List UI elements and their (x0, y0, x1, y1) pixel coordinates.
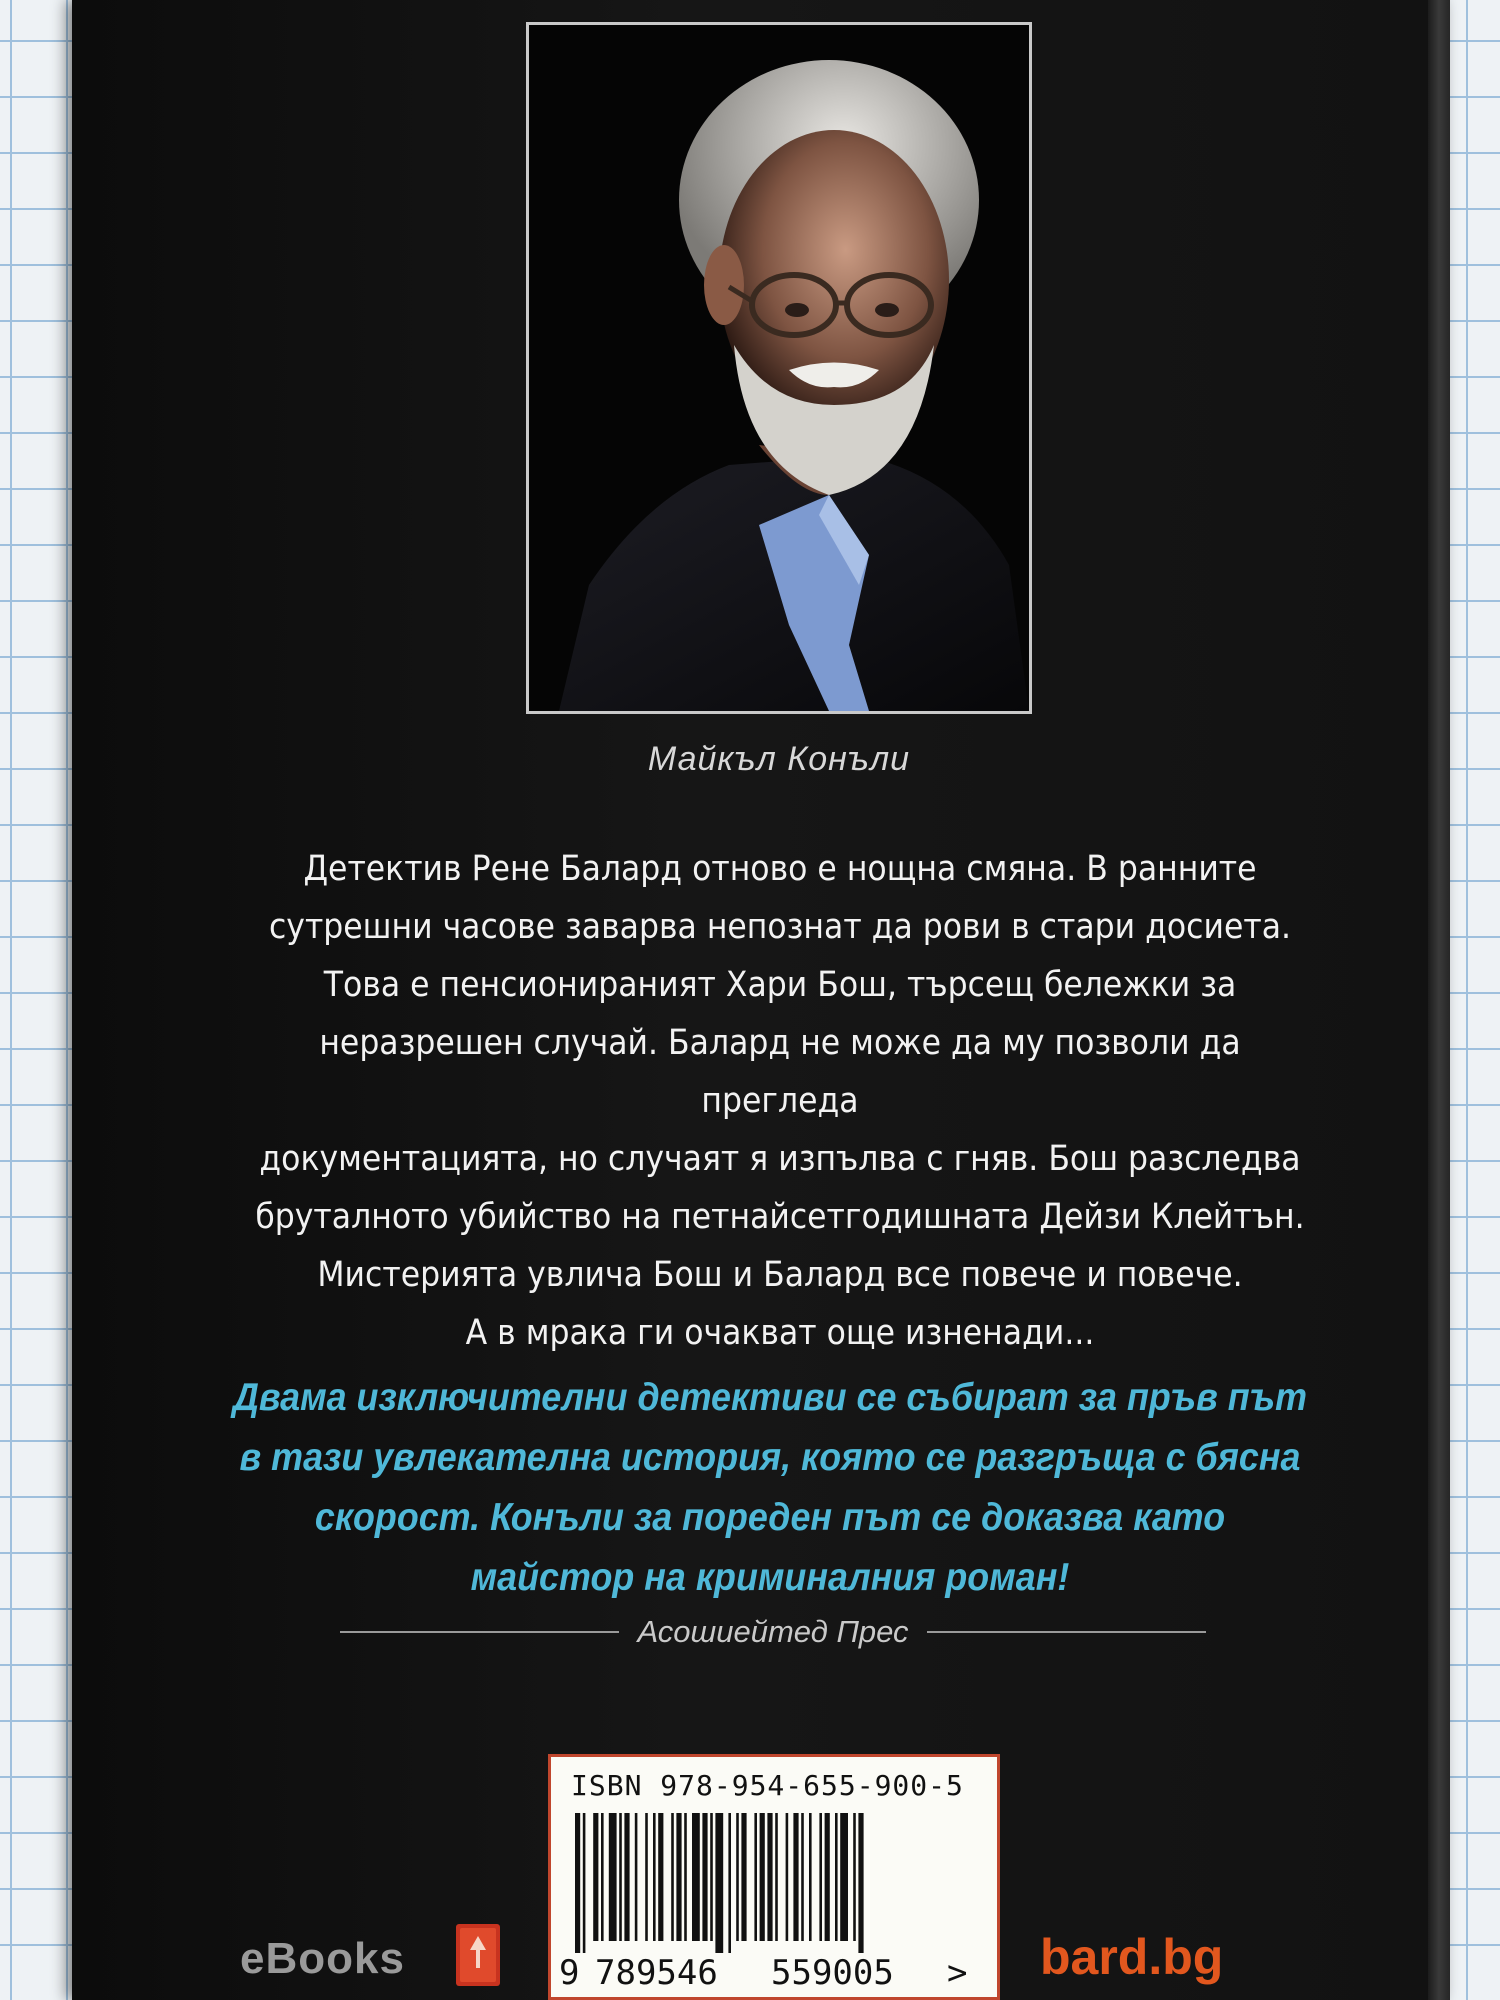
blurb-line: бруталното убийство на петнайсетгодишната Дейзи Клейтън. (255, 1197, 1305, 1237)
divider (340, 1631, 619, 1633)
barcode-bar (793, 1813, 798, 1941)
barcode-bar (575, 1813, 580, 1953)
barcode-bar (760, 1813, 765, 1941)
barcode-bar (710, 1813, 713, 1941)
divider (927, 1631, 1206, 1633)
barcode-bar (858, 1813, 863, 1953)
author-portrait-illustration (529, 25, 1029, 711)
barcode-digit-group: > (947, 1953, 968, 1993)
barcode-bar (801, 1813, 804, 1941)
barcode-digit-group: 559005 (771, 1953, 894, 1993)
barcode-bar (825, 1813, 830, 1941)
quote-line: майстор на криминалния роман! (470, 1556, 1070, 1599)
barcode-bar (609, 1813, 617, 1941)
blurb-line: Детектив Рене Балард отново е нощна смяна. В ранните (303, 849, 1257, 889)
blurb-line: документацията, но случаят я изпълва с гняв. Бош разследва (259, 1139, 1301, 1179)
barcode-bar (819, 1813, 822, 1941)
barcode-digit-group: 789546 (595, 1953, 718, 1993)
barcode-bar (767, 1813, 772, 1941)
barcode-bar (645, 1813, 648, 1941)
barcode-bar (741, 1813, 746, 1941)
barcode-bar (676, 1813, 681, 1941)
barcode-bar (728, 1813, 731, 1953)
barcode-bar (715, 1813, 723, 1953)
review-quote (200, 1368, 1341, 1608)
barcode-bar (593, 1813, 598, 1941)
barcode-bar (619, 1813, 622, 1941)
quote-line: в тази увлекателна история, която се разгръща с бясна (239, 1436, 1301, 1479)
barcode-bar (624, 1813, 629, 1941)
blurb-line: неразрешен случай. Балард не може да му позволи да прегледа (319, 1023, 1241, 1121)
barcode-bar (635, 1813, 638, 1941)
isbn-barcode (548, 1754, 1000, 2000)
publisher-website: bard.bg (1040, 1929, 1224, 1985)
barcode-bar (736, 1813, 739, 1941)
barcode-bar (583, 1813, 586, 1953)
barcode-bars (569, 1813, 979, 1953)
book-spine-edge (1428, 0, 1450, 2000)
blurb-line: Мистерията увлича Бош и Балард все повече и повече. (317, 1255, 1243, 1295)
barcode-bar (775, 1813, 778, 1941)
blurb-line: сутрешни часове заварва непознат да рови в стари досиета. (268, 907, 1292, 947)
barcode-bar (671, 1813, 674, 1941)
quote-attribution-row (340, 1614, 1206, 1650)
quote-line: Двама изключителни детективи се събират за пръв път (233, 1376, 1307, 1419)
barcode-digits (559, 1953, 989, 1993)
barcode-digit-group: 9 (559, 1953, 580, 1993)
author-portrait (526, 22, 1032, 714)
barcode-bar (684, 1813, 687, 1941)
book-blurb (240, 840, 1320, 1362)
barcode-bar (853, 1813, 856, 1941)
isbn-number: ISBN 978-954-655-900-5 (571, 1769, 964, 1802)
barcode-bar (653, 1813, 656, 1941)
barcode-bar (809, 1813, 812, 1941)
quote-line: скорост. Конъли за пореден път се доказва като (314, 1496, 1226, 1539)
barcode-bar (835, 1813, 838, 1941)
blurb-line: А в мрака ги очакват още изненади... (465, 1313, 1095, 1353)
ebooks-label: eBooks (240, 1934, 405, 1983)
quote-attribution: Асошиейтед Прес (637, 1614, 909, 1649)
barcode-bar (702, 1813, 707, 1941)
barcode-bar (786, 1813, 789, 1941)
barcode-bar (601, 1813, 604, 1941)
barcode-bar (754, 1813, 757, 1941)
barcode-bar (840, 1813, 848, 1941)
author-name-caption: Майкъл Конъли (647, 740, 911, 778)
blurb-line: Това е пенсионираният Хари Бош, търсещ бележки за (323, 965, 1237, 1005)
barcode-bar (658, 1813, 663, 1941)
barcode-bar (692, 1813, 700, 1941)
red-book-icon (452, 1922, 504, 1988)
